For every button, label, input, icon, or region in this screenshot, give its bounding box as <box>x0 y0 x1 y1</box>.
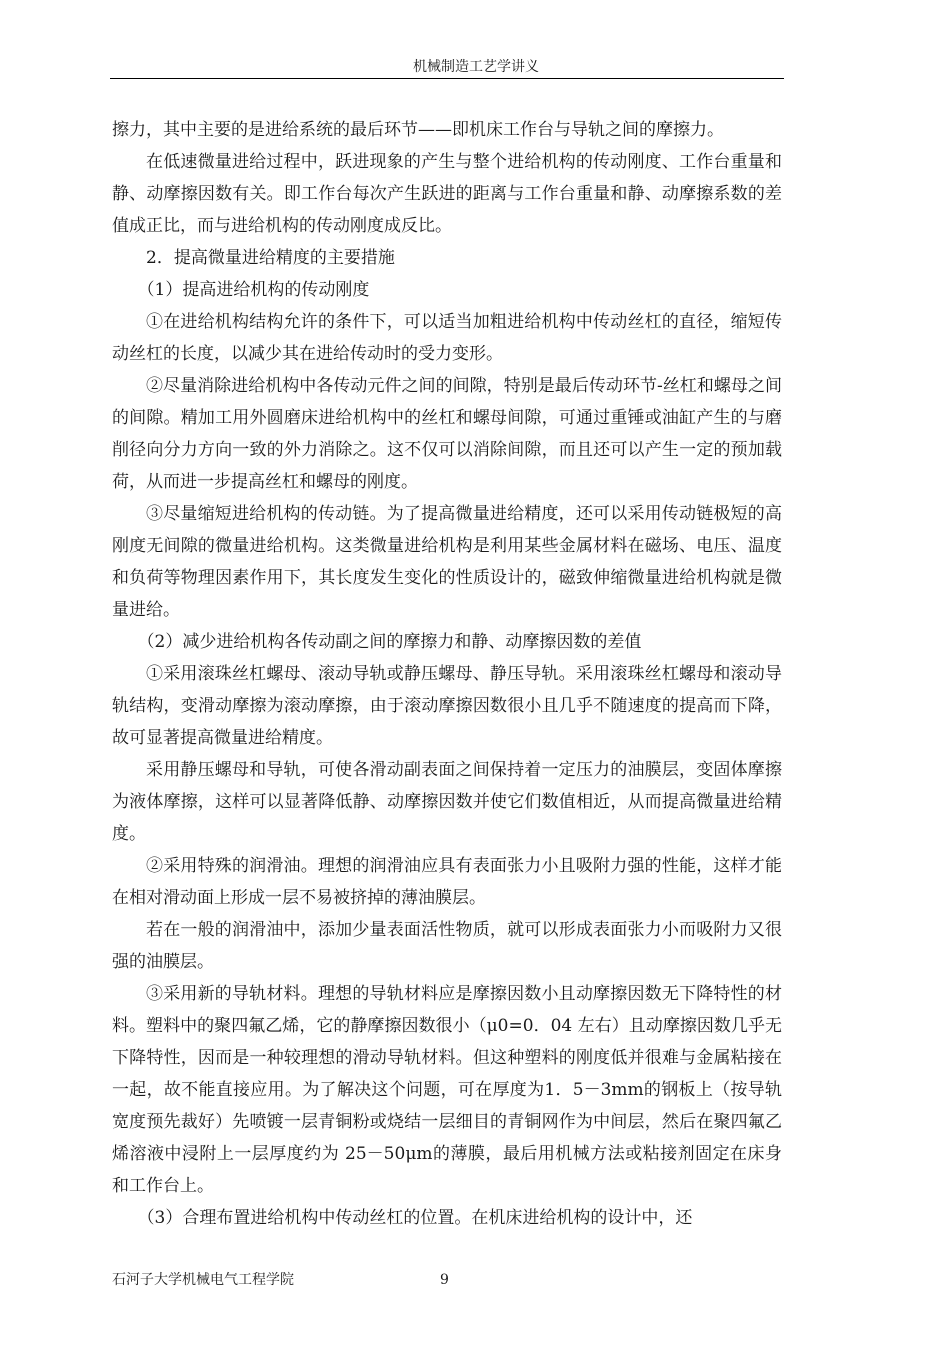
paragraph-item-1-2: ②尽量消除进给机构中各传动元件之间的间隙，特别是最后传动环节-丝杠和螺母之间的间隙。精加工用外圆磨床进给机构中的丝杠和螺母间隙，可通过重锤或油缸产生的与磨削径向分力方向一致的外力消除之。这不仅可以消除间隙，而且还可以产生一定的预加载荷，从而进一步提高丝杠和螺母的刚度。 <box>112 376 782 492</box>
paragraph-stick-slip: 在低速微量进给过程中，跃进现象的产生与整个进给机构的传动刚度、工作台重量和静、动摩擦因数有关。即工作台每次产生跃进的距离与工作台重量和静、动摩擦系数的差值成正比，而与进给机构的传动刚度成反比。 <box>112 152 782 236</box>
page-number: 9 <box>440 1272 449 1288</box>
header-rule <box>110 78 784 79</box>
subheading-2: （2）减少进给机构各传动副之间的摩擦力和静、动摩擦因数的差值 <box>137 632 642 652</box>
subheading-3: （3）合理布置进给机构中传动丝杠的位置。在机床进给机构的设计中，还 <box>137 1208 693 1228</box>
paragraph-additive: 若在一般的润滑油中，添加少量表面活性物质，就可以形成表面张力小而吸附力又很强的油膜层。 <box>112 920 782 972</box>
paragraph-item-1-1: ①在进给机构结构允许的条件下，可以适当加粗进给机构中传动丝杠的直径，缩短传动丝杠的长度，以减少其在进给传动时的受力变形。 <box>112 312 782 364</box>
paragraph-hydrostatic: 采用静压螺母和导轨，可使各滑动副表面之间保持着一定压力的油膜层，变固体摩擦为液体摩擦，这样可以显著降低静、动摩擦因数并使它们数值相近，从而提高微量进给精度。 <box>112 760 782 844</box>
footer-institution: 石河子大学机械电气工程学院 <box>112 1272 294 1288</box>
paragraph-continued: 擦力，其中主要的是进给系统的最后环节——即机床工作台与导轨之间的摩擦力。 <box>112 120 724 140</box>
paragraph-item-2-1: ①采用滚珠丝杠螺母、滚动导轨或静压螺母、静压导轨。采用滚珠丝杠螺母和滚动导轨结构，变滑动摩擦为滚动摩擦，由于滚动摩擦因数很小且几乎不随速度的提高而下降，故可显著提高微量进给精度。 <box>112 664 782 748</box>
paragraph-item-2-2: ②采用特殊的润滑油。理想的润滑油应具有表面张力小且吸附力强的性能，这样才能在相对滑动面上形成一层不易被挤掉的薄油膜层。 <box>112 856 782 908</box>
paragraph-item-2-3: ③采用新的导轨材料。理想的导轨材料应是摩擦因数小且动摩擦因数无下降特性的材料。塑料中的聚四氟乙烯，它的静摩擦因数很小（μ0=0．04 左右）且动摩擦因数几乎无下降特性，因而是一种较理想的滑动导轨材料。但这种塑料的刚度低并很难与金属粘接在一起，故不能直接应用。为了解决这个问题，可在厚度为1．5－3mm的钢板上（按导轨宽度预先裁好）先喷镀一层青铜粉或烧结一层细目的青铜网作为中间层，然后在聚四氟乙烯溶液中浸附上一层厚度约为 25－50μm的薄膜，最后用机械方法或粘接剂固定在床身和工作台上。 <box>112 984 782 1196</box>
running-header-title: 机械制造工艺学讲义 <box>413 59 539 75</box>
paragraph-item-1-3: ③尽量缩短进给机构的传动链。为了提高微量进给精度，还可以采用传动链极短的高刚度无间隙的微量进给机构。这类微量进给机构是利用某些金属材料在磁场、电压、温度和负荷等物理因素作用下，其长度发生变化的性质设计的，磁致伸缩微量进给机构就是微量进给。 <box>112 504 782 620</box>
page-body <box>112 114 782 1234</box>
subheading-1: （1）提高进给机构的传动刚度 <box>137 280 370 300</box>
section-heading-2: 2．提高微量进给精度的主要措施 <box>146 248 395 268</box>
